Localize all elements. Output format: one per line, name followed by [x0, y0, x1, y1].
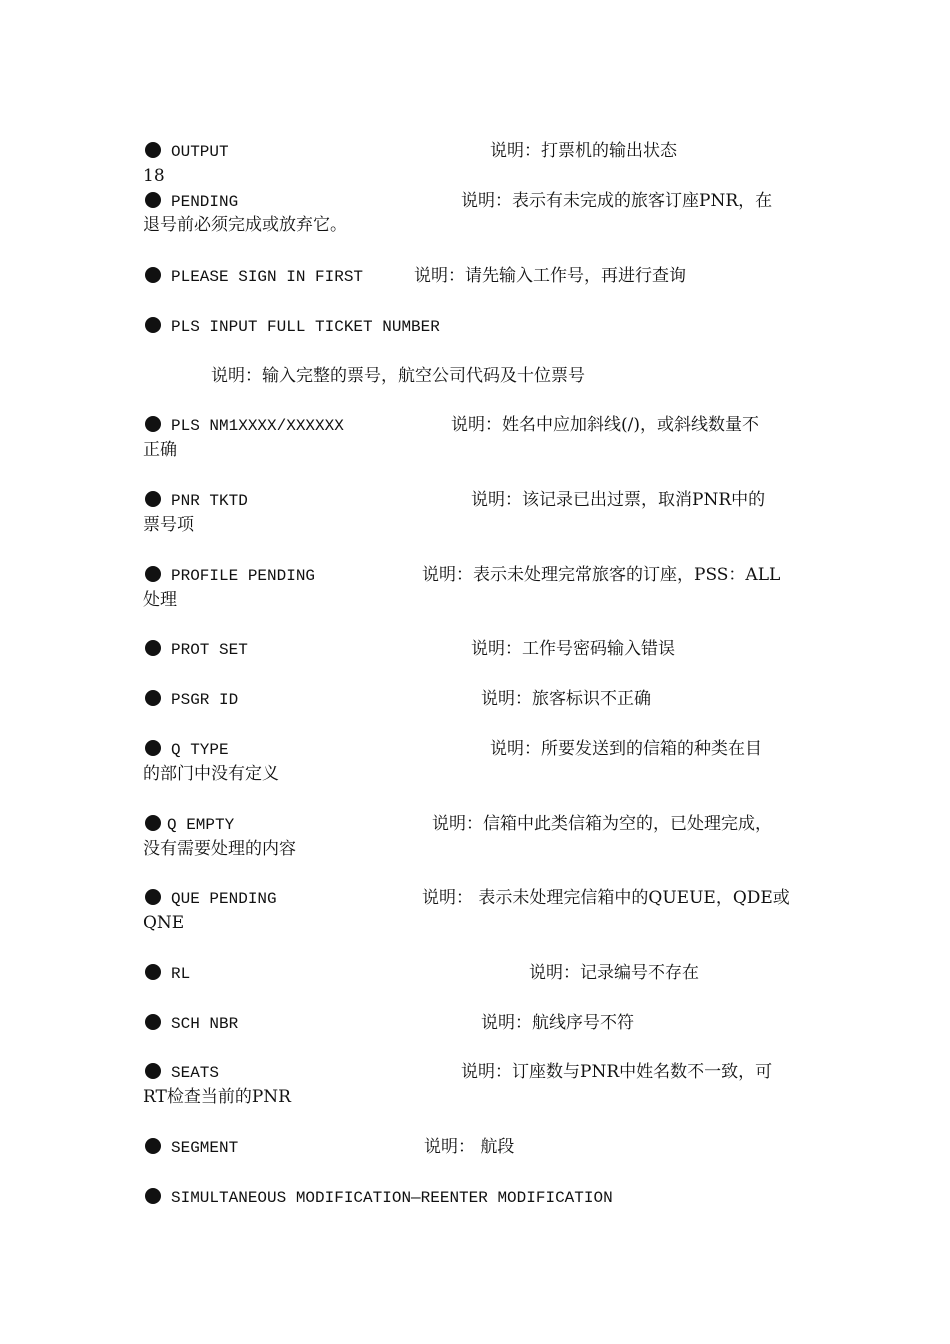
- error-description: 说明：旅客标识不正确: [481, 689, 651, 709]
- error-description: 说明：航线序号不符: [481, 1013, 634, 1033]
- error-description-continued: 正确: [143, 440, 177, 460]
- list-item: [145, 1135, 238, 1160]
- error-description: 说明：表示未处理完常旅客的订座，PSS：ALL: [422, 565, 781, 585]
- error-term: SEATS: [171, 1064, 220, 1082]
- bullet-icon: [145, 1014, 161, 1030]
- bullet-icon: [145, 1188, 161, 1204]
- error-term: PSGR ID: [171, 691, 239, 709]
- bullet-icon: [145, 1138, 161, 1154]
- bullet-icon: [145, 690, 161, 706]
- error-description-continued: 票号项: [143, 515, 194, 535]
- error-term: PROFILE PENDING: [171, 567, 316, 585]
- list-item: [145, 189, 238, 214]
- error-term: PENDING: [171, 193, 239, 211]
- list-item: [145, 1185, 613, 1210]
- bullet-icon: [145, 317, 161, 333]
- list-item: [145, 737, 229, 762]
- error-description: 说明：工作号密码输入错误: [471, 639, 675, 659]
- list-item: [145, 886, 277, 911]
- error-description: 说明：输入完整的票号，航空公司代码及十位票号: [211, 366, 585, 386]
- list-item: [145, 1011, 238, 1036]
- bullet-icon: [145, 964, 161, 980]
- error-description-continued: 处理: [143, 590, 177, 610]
- error-description: 说明：表示有未完成的旅客订座PNR，在: [461, 191, 773, 211]
- error-description: 说明：记录编号不存在: [529, 963, 699, 983]
- error-term: SIMULTANEOUS MODIFICATION—REENTER MODIFICATION: [171, 1189, 613, 1207]
- list-item: [145, 488, 248, 513]
- error-description: 说明： 表示未处理完信箱中的QUEUE，QDE或: [422, 888, 790, 908]
- error-description-continued: 的部门中没有定义: [143, 764, 279, 784]
- list-item: [145, 413, 344, 438]
- error-term: QUE PENDING: [171, 890, 277, 908]
- error-term: PLS NM1XXXX/XXXXXX: [171, 417, 344, 435]
- error-description: 说明：所要发送到的信箱的种类在目: [490, 739, 762, 759]
- bullet-icon: [145, 142, 161, 158]
- error-description: 说明：请先输入工作号，再进行查询: [414, 266, 686, 286]
- error-description-continued: QNE: [143, 913, 185, 933]
- error-term: RL: [171, 965, 191, 983]
- error-term: OUTPUT: [171, 143, 229, 161]
- bullet-icon: [145, 640, 161, 656]
- list-item: [145, 812, 234, 837]
- bullet-icon: [145, 491, 161, 507]
- error-description: 说明：信箱中此类信箱为空的，已处理完成，: [432, 814, 772, 834]
- list-item: [145, 563, 315, 588]
- bullet-icon: [145, 416, 161, 432]
- bullet-icon: [145, 192, 161, 208]
- list-item: [145, 314, 440, 339]
- list-item: [145, 139, 229, 164]
- error-description-continued: RT检查当前的PNR: [143, 1087, 291, 1107]
- error-term: PNR TKTD: [171, 492, 248, 510]
- error-term: PROT SET: [171, 641, 248, 659]
- bullet-icon: [145, 267, 161, 283]
- bullet-icon: [145, 740, 161, 756]
- bullet-icon: [145, 1063, 161, 1079]
- error-term: Q EMPTY: [167, 816, 235, 834]
- error-description-continued: 没有需要处理的内容: [143, 839, 296, 859]
- error-description: 说明：打票机的输出状态: [490, 141, 677, 161]
- error-term: PLEASE SIGN IN FIRST: [171, 268, 364, 286]
- error-term: Q TYPE: [171, 741, 229, 759]
- error-description-continued: 退号前必须完成或放弃它。: [143, 215, 347, 235]
- page-number: 18: [143, 166, 165, 186]
- list-item: [145, 264, 363, 289]
- error-description: 说明：订座数与PNR中姓名数不一致，可: [461, 1062, 773, 1082]
- list-item: [145, 687, 238, 712]
- error-term: SEGMENT: [171, 1139, 239, 1157]
- list-item: [145, 1060, 219, 1085]
- bullet-icon: [145, 889, 161, 905]
- bullet-icon: [145, 566, 161, 582]
- error-term: PLS INPUT FULL TICKET NUMBER: [171, 318, 440, 336]
- list-item: [145, 637, 248, 662]
- bullet-icon: [145, 815, 161, 831]
- list-item: [145, 961, 190, 986]
- error-description: 说明：姓名中应加斜线(/)，或斜线数量不: [451, 415, 759, 435]
- error-description: 说明：该记录已出过票，取消PNR中的: [471, 490, 766, 510]
- error-description: 说明： 航段: [424, 1137, 515, 1157]
- error-term: SCH NBR: [171, 1015, 239, 1033]
